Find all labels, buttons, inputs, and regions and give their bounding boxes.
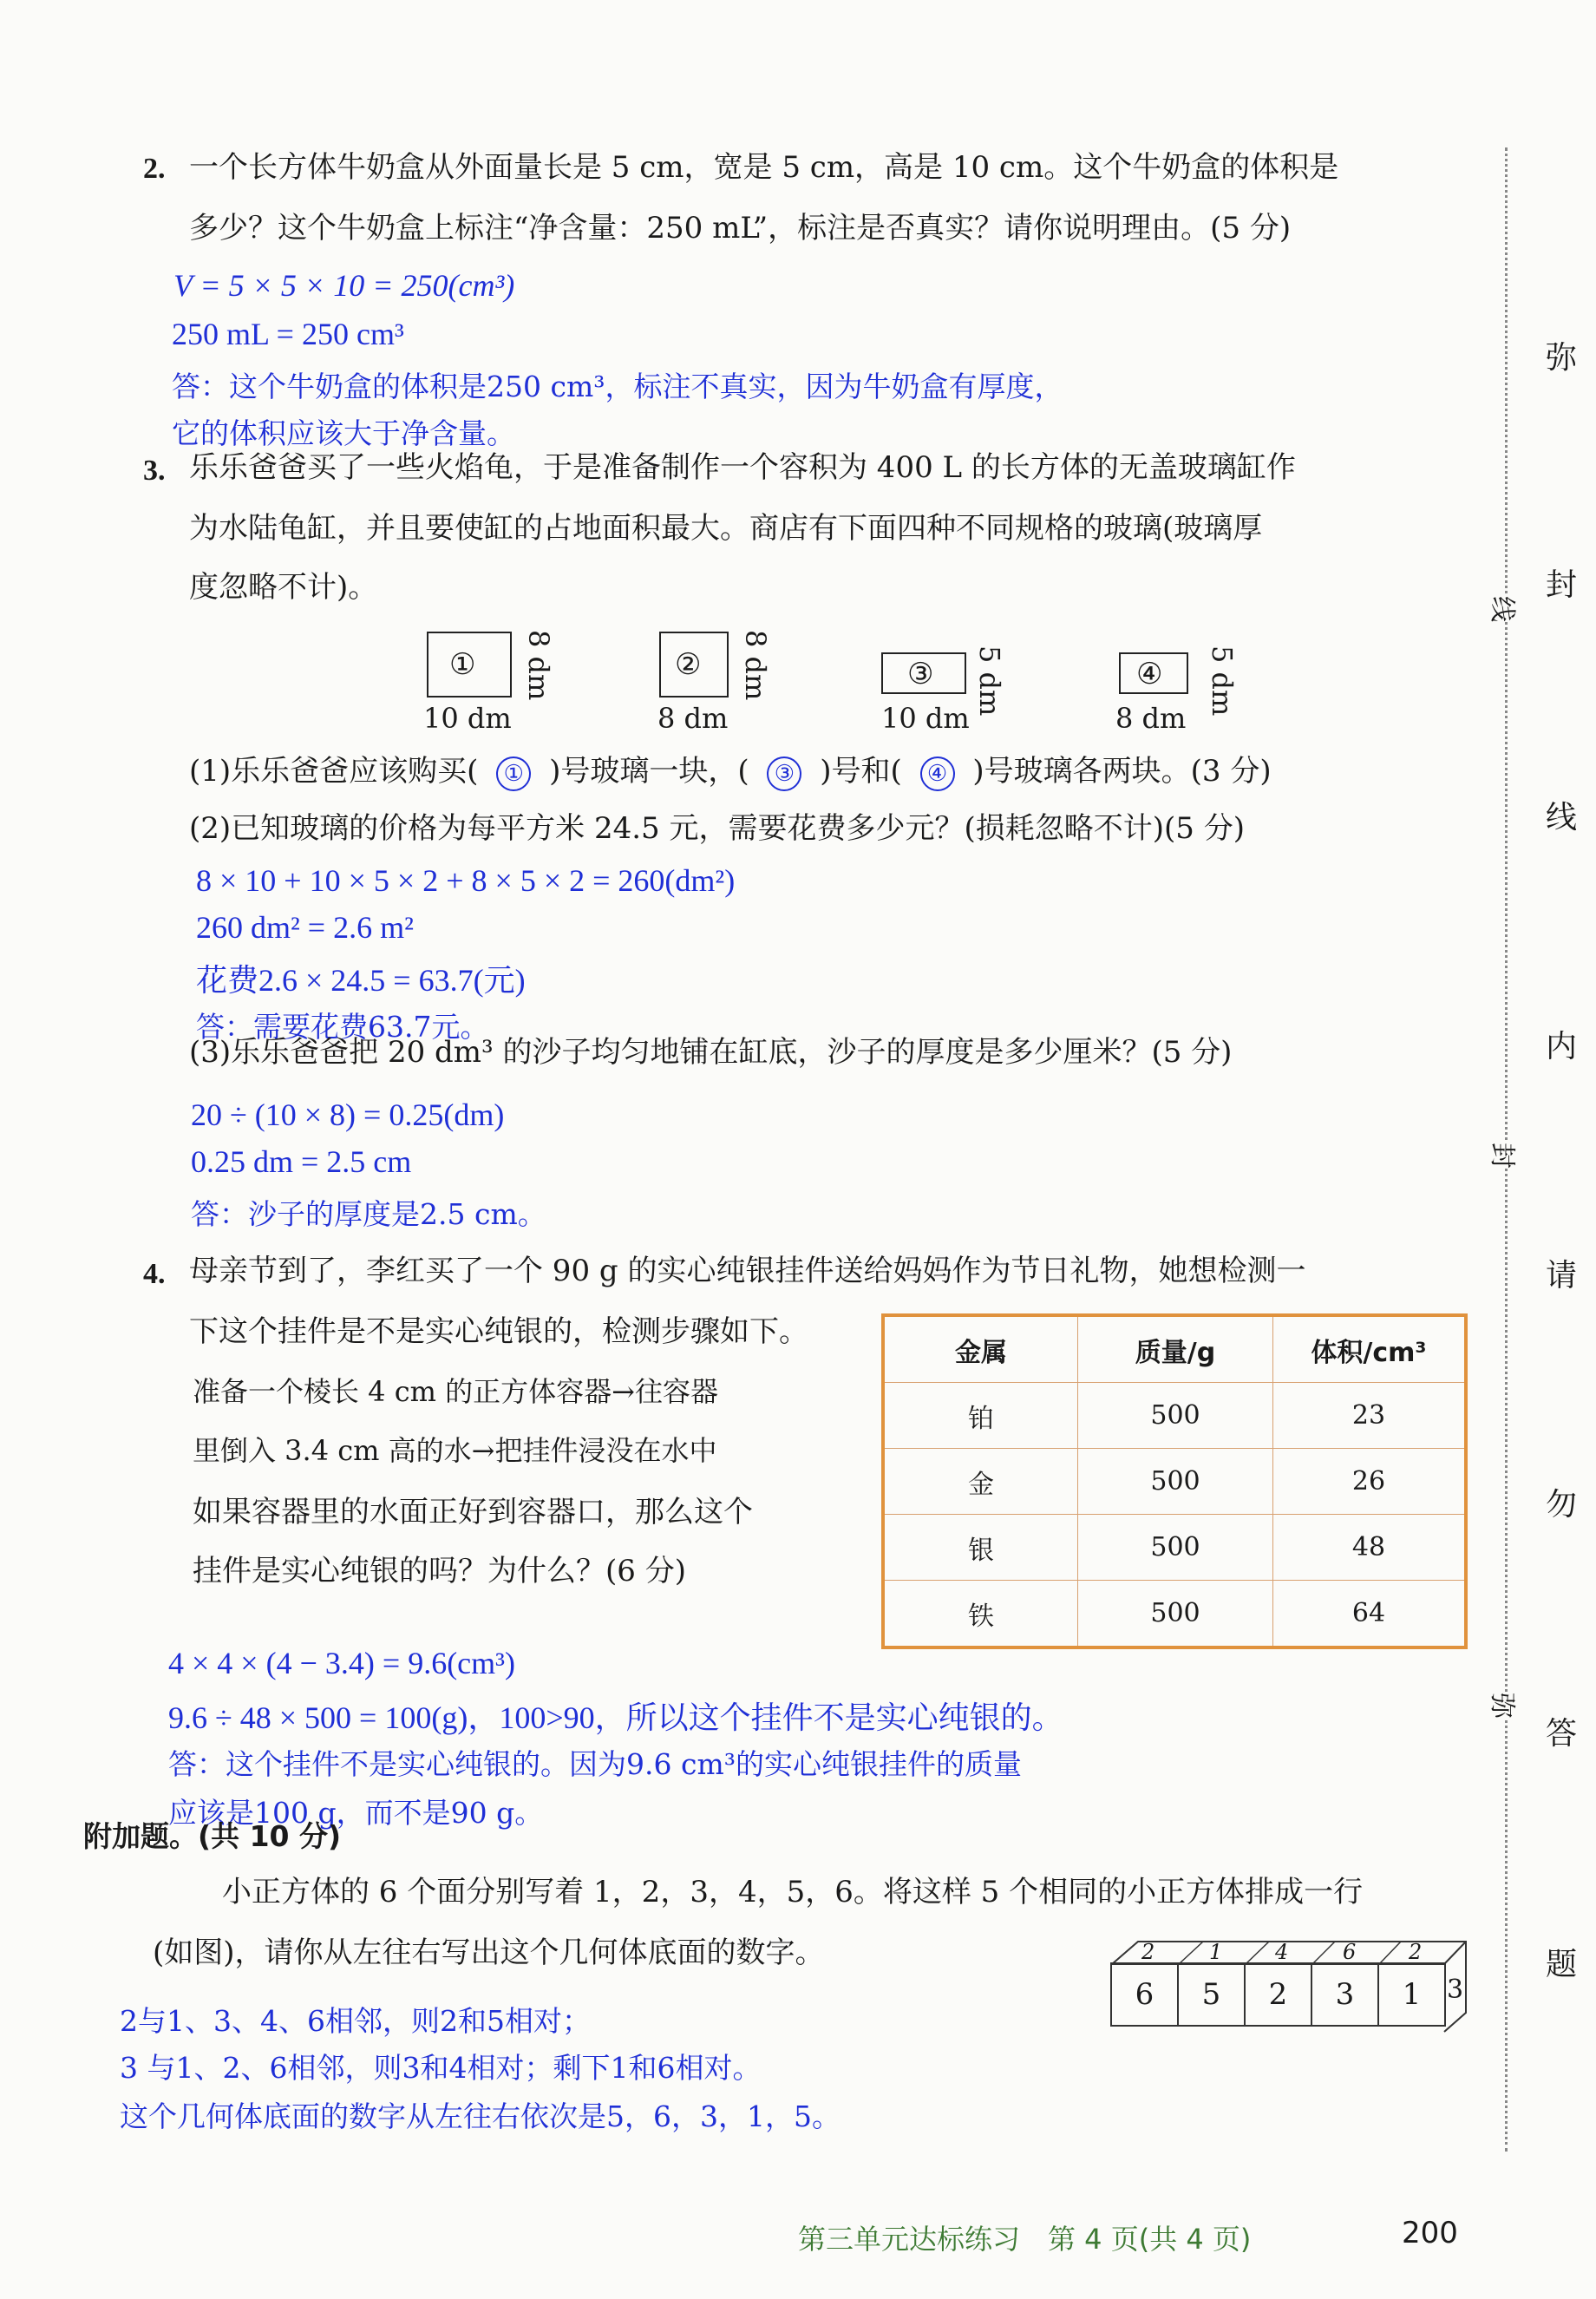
q3-part2-answer-3: 花费2.6 × 24.5 = 63.7(元): [196, 963, 526, 998]
table-cell: 银: [883, 1515, 1078, 1581]
table-cell: 500: [1078, 1449, 1273, 1515]
table-cell: 金: [883, 1449, 1078, 1515]
cube-front-3: 2: [1244, 1962, 1312, 2027]
q4-answer-1: 4 × 4 × (4 − 3.4) = 9.6(cm³): [168, 1646, 515, 1680]
bonus-answer-2: 3 与1、2、6相邻，则3和4相对；剩下1和6相对。: [120, 2051, 762, 2085]
table-header-metal: 金属: [883, 1315, 1078, 1383]
glass-pane-4-width: 8 dm: [1115, 702, 1187, 735]
q3-part3-answer-2: 0.25 dm = 2.5 cm: [191, 1144, 412, 1179]
table-cell: 26: [1273, 1449, 1467, 1515]
glass-pane-2: [659, 632, 729, 698]
bonus-line1: 小正方体的 6 个面分别写着 1，2，3，4，5，6。将这样 5 个相同的小正方体排成一行: [222, 1875, 1364, 1909]
cube-top-4: 6: [1343, 1940, 1357, 1964]
table-cell: 64: [1273, 1581, 1467, 1648]
table-cell: 铂: [883, 1383, 1078, 1449]
q4-number: 4.: [143, 1258, 166, 1290]
cube-front-5: 1: [1377, 1962, 1446, 2027]
bonus-answer-3: 这个几何体底面的数字从左往右依次是5，6，3，1，5。: [120, 2099, 841, 2133]
footer-unit-info: 第三单元达标练习 第 4 页(共 4 页): [798, 2223, 1252, 2256]
q3-part1-answer-2: ③: [767, 757, 801, 791]
glass-pane-2-width: 8 dm: [657, 702, 729, 735]
q3-line2: 为水陆龟缸，并且要使缸的占地面积最大。商店有下面四种不同规格的玻璃(玻璃厚: [189, 511, 1263, 546]
q4-step-2: 里倒入 3.4 cm 高的水→把挂件浸没在水中: [193, 1434, 717, 1467]
q4-line2: 下这个挂件是不是实心纯银的，检测步骤如下。: [189, 1314, 808, 1349]
q4-answer-3: 答：这个挂件不是实心纯银的。因为9.6 cm³的实心纯银挂件的质量: [168, 1747, 1022, 1781]
table-row: [883, 1581, 1466, 1648]
q3-line1: 乐乐爸爸买了一些火焰龟，于是准备制作一个容积为 400 L 的长方体的无盖玻璃缸作: [189, 450, 1296, 485]
q3-part3-answer-3: 答：沙子的厚度是2.5 cm。: [191, 1197, 546, 1231]
cube-front-2: 5: [1177, 1962, 1246, 2027]
q4-answer-4: 应该是100 g，而不是90 g。: [168, 1796, 544, 1830]
cube-side-face: 3: [1447, 1975, 1464, 2005]
q4-step-1: 准备一个棱长 4 cm 的正方体容器→往容器: [193, 1375, 718, 1408]
binding-char: 封: [1546, 567, 1578, 603]
q3-part1-text-a: (1)乐乐爸爸应该购买(: [189, 754, 479, 789]
table-row: [883, 1449, 1466, 1515]
bonus-answer-1: 2与1、3、4、6相邻，则2和5相对；: [120, 2004, 591, 2038]
cube-top-3: 4: [1275, 1940, 1289, 1964]
q2-answer-4: 它的体积应该大于净含量。: [172, 416, 515, 450]
q3-part2: (2)已知玻璃的价格为每平方米 24.5 元，需要花费多少元？(损耗忽略不计)(5 分): [189, 811, 1245, 846]
q2-answer-3: 答：这个牛奶盒的体积是250 cm³，标注不真实，因为牛奶盒有厚度，: [172, 370, 1063, 403]
table-row: [883, 1383, 1466, 1449]
q2-number: 2.: [143, 153, 166, 185]
q3-part1-text-c: )号和(: [820, 754, 902, 789]
glass-pane-3-height: 5 dm: [973, 645, 1006, 717]
q2-line2: 多少？这个牛奶盒上标注“净含量：250 mL”，标注是否真实？请你说明理由。(5 分): [189, 211, 1292, 246]
glass-pane-4-mark: ④: [1136, 657, 1163, 691]
table-header-mass: 质量/g: [1078, 1315, 1273, 1383]
glass-pane-3: [881, 652, 966, 694]
cube-front-1: 6: [1110, 1962, 1179, 2027]
binding-char: 内: [1546, 1029, 1578, 1064]
cube-top-1: 2: [1141, 1940, 1155, 1964]
glass-pane-3-width: 10 dm: [881, 702, 970, 735]
q3-part3: (3)乐乐爸爸把 20 dm³ 的沙子均匀地铺在缸底，沙子的厚度是多少厘米？(5 分): [189, 1035, 1233, 1070]
table-cell: 500: [1078, 1581, 1273, 1648]
binding-inner-char: 封: [1486, 1143, 1524, 1169]
cube-top-5: 2: [1409, 1940, 1423, 1964]
binding-char: 题: [1546, 1947, 1578, 1982]
q4-line3: 如果容器里的水面正好到容器口，那么这个: [193, 1495, 753, 1529]
glass-pane-4: [1119, 652, 1188, 694]
binding-char: 弥: [1546, 340, 1578, 376]
q3-part2-answer-1: 8 × 10 + 10 × 5 × 2 + 8 × 5 × 2 = 260(dm²): [196, 863, 736, 898]
page-number: 200: [1402, 2216, 1458, 2250]
table-cell: 500: [1078, 1515, 1273, 1581]
q3-part2-answer-4: 答：需要花费63.7元。: [196, 1010, 489, 1044]
table-cell: 48: [1273, 1515, 1467, 1581]
q2-answer-1: V = 5 × 5 × 10 = 250(cm³): [173, 268, 515, 303]
q3-part3-answer-1: 20 ÷ (10 × 8) = 0.25(dm): [191, 1097, 505, 1132]
glass-pane-2-height: 8 dm: [739, 630, 772, 701]
glass-pane-1-mark: ①: [449, 647, 476, 682]
glass-pane-4-height: 5 dm: [1206, 645, 1239, 717]
binding-inner-char: 线: [1486, 596, 1524, 622]
glass-pane-2-mark: ②: [675, 647, 702, 682]
table-row: [883, 1515, 1466, 1581]
q2-line1: 一个长方体牛奶盒从外面量长是 5 cm，宽是 5 cm，高是 10 cm。这个牛奶盒的体积是: [189, 150, 1339, 185]
q3-part1-answer-3: ④: [920, 757, 955, 791]
table-cell: 铁: [883, 1581, 1078, 1648]
glass-pane-1: [427, 632, 512, 698]
q2-answer-2: 250 mL = 250 cm³: [172, 317, 404, 351]
table-header-volume: 体积/cm³: [1273, 1315, 1467, 1383]
bonus-title: 附加题。(共 10 分): [83, 1819, 342, 1853]
q3-part1: [189, 754, 1272, 791]
binding-inner-char: 弥: [1486, 1693, 1524, 1719]
glass-pane-1-height: 8 dm: [522, 630, 555, 701]
q3-line3: 度忽略不计)。: [189, 570, 378, 605]
cube-top-2: 1: [1209, 1940, 1223, 1964]
q3-part1-text-b: )号玻璃一块，(: [549, 754, 749, 789]
q3-part1-text-d: )号玻璃各两块。(3 分): [972, 754, 1272, 789]
table-header-row: [883, 1315, 1466, 1383]
metal-table: [881, 1313, 1468, 1649]
cube-front-4: 3: [1311, 1962, 1379, 2027]
table-cell: 500: [1078, 1383, 1273, 1449]
glass-pane-3-mark: ③: [907, 657, 934, 691]
q4-line1: 母亲节到了，李红买了一个 90 g 的实心纯银挂件送给妈妈作为节日礼物，她想检测一: [189, 1254, 1306, 1288]
table-cell: 23: [1273, 1383, 1467, 1449]
binding-char: 线: [1546, 800, 1578, 835]
bonus-line2: (如图)，请你从左往右写出这个几何体底面的数字。: [153, 1935, 825, 1970]
q3-part2-answer-2: 260 dm² = 2.6 m²: [196, 910, 414, 945]
q4-line4: 挂件是实心纯银的吗？为什么？(6 分): [193, 1554, 686, 1588]
q3-number: 3.: [143, 455, 166, 487]
glass-pane-1-width: 10 dm: [423, 702, 512, 735]
binding-char: 勿: [1546, 1487, 1578, 1523]
binding-char: 答: [1546, 1716, 1578, 1752]
binding-char: 请: [1546, 1258, 1578, 1294]
q3-part1-answer-1: ①: [496, 757, 531, 791]
q4-answer-2: 9.6 ÷ 48 × 500 = 100(g)，100>90，所以这个挂件不是实心纯银的。: [168, 1700, 1063, 1735]
